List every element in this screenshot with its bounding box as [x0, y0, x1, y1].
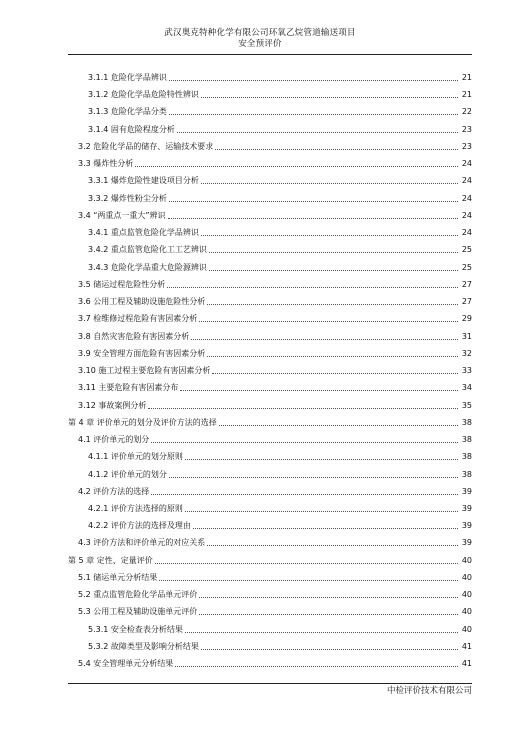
toc-entry-title: 3.11 主要危险有害因素分布	[78, 383, 179, 393]
toc-dot-leader	[169, 477, 458, 478]
toc-dot-leader	[175, 666, 458, 667]
toc-entry-title: 3.6 公用工程及辅助设施危险性分析	[78, 297, 206, 307]
toc-entry-title: 5.3.2 故障类型及影响分析结果	[88, 641, 199, 651]
toc-entry[interactable]	[88, 618, 472, 635]
toc-entry[interactable]	[78, 359, 472, 376]
toc-entry[interactable]	[88, 169, 472, 186]
toc-entry-page: 34	[461, 383, 472, 393]
toc-dot-leader	[169, 80, 458, 81]
toc-dot-leader	[209, 252, 458, 253]
toc-dot-leader	[180, 390, 458, 391]
toc-entry-page: 40	[461, 624, 472, 634]
toc-dot-leader	[207, 356, 458, 357]
toc-dot-leader	[193, 528, 458, 529]
toc-entry-page: 41	[461, 659, 472, 669]
toc-entry[interactable]	[88, 187, 472, 204]
toc-entry[interactable]	[78, 376, 472, 393]
toc-dot-leader	[177, 132, 458, 133]
header-subtitle: 安全预评价	[238, 39, 282, 49]
toc-entry[interactable]	[88, 221, 472, 238]
toc-dot-leader	[219, 425, 458, 426]
toc-entry-page: 40	[461, 555, 472, 565]
toc-dot-leader	[207, 545, 458, 546]
toc-entry[interactable]	[88, 514, 472, 531]
toc-entry-title: 3.3 爆炸性分析	[78, 159, 134, 169]
toc-entry[interactable]	[78, 531, 472, 548]
toc-entry-page: 38	[461, 469, 472, 479]
toc-entry[interactable]	[88, 238, 472, 255]
toc-entry-page: 40	[461, 590, 472, 600]
toc-dot-leader	[199, 321, 458, 322]
toc-entry-title: 3.3.2 爆炸性粉尘分析	[88, 193, 167, 203]
toc-entry-title: 第 4 章 评价单元的划分及评价方法的选择	[68, 417, 217, 427]
toc-entry[interactable]	[88, 463, 472, 480]
toc-entry[interactable]	[78, 325, 472, 342]
toc-entry-title: 3.12 事故案例分析	[78, 400, 147, 410]
toc-entry-title: 3.4.1 重点监管危险化学品辨识	[88, 228, 199, 238]
toc-entry[interactable]	[78, 600, 472, 617]
toc-dot-leader	[135, 166, 458, 167]
toc-entry-page: 25	[461, 262, 472, 272]
toc-entry[interactable]	[78, 583, 472, 600]
toc-dot-leader	[168, 218, 458, 219]
toc-entry-page: 39	[461, 521, 472, 531]
toc-dot-leader	[209, 270, 458, 271]
toc-entry[interactable]	[68, 411, 472, 428]
toc-entry-page: 21	[461, 90, 472, 100]
toc-dot-leader	[201, 183, 458, 184]
toc-dot-leader	[201, 235, 458, 236]
toc-entry[interactable]	[78, 290, 472, 307]
toc-entry-page: 24	[461, 176, 472, 186]
toc-entry-page: 21	[461, 73, 472, 82]
toc-entry-title: 3.4.3 危险化学品重大危险源辨识	[88, 262, 207, 272]
toc-entry[interactable]	[88, 497, 472, 514]
toc-dot-leader	[215, 149, 458, 150]
toc-entry-page: 23	[461, 124, 472, 134]
toc-dot-leader	[201, 649, 458, 650]
toc-entry-page: 35	[461, 400, 472, 410]
toc-entry-title: 3.1.4 固有危险程度分析	[88, 124, 175, 134]
page-header	[0, 28, 520, 50]
toc-entry-page: 39	[461, 504, 472, 513]
toc-dot-leader	[151, 494, 458, 495]
toc-entry-page: 40	[461, 572, 472, 582]
toc-entry-page: 39	[461, 538, 472, 548]
toc-dot-leader	[212, 373, 458, 374]
toc-entry[interactable]	[78, 273, 472, 290]
toc-entry-page: 31	[461, 331, 472, 341]
toc-entry-title: 5.3.1 安全检查表分析结果	[88, 624, 183, 634]
toc-dot-leader	[199, 614, 458, 615]
toc-entry-page: 27	[461, 297, 472, 307]
toc-entry[interactable]	[78, 307, 472, 324]
toc-dot-leader	[191, 339, 458, 340]
toc-entry[interactable]	[78, 428, 472, 445]
toc-entry-title: 3.1.3 危险化学品分类	[88, 107, 167, 117]
toc-entry-title: 第 5 章 定性、定量评价	[68, 555, 153, 565]
toc-entry-page: 27	[461, 279, 472, 289]
toc-dot-leader	[167, 287, 458, 288]
toc-entry[interactable]	[78, 152, 472, 169]
toc-dot-leader	[185, 511, 458, 512]
toc-entry[interactable]	[68, 549, 472, 566]
toc-entry-title: 3.5 储运过程危险性分析	[78, 279, 166, 289]
toc-dot-leader	[159, 580, 458, 581]
toc-entry-page: 33	[461, 366, 472, 376]
toc-entry-page: 24	[461, 193, 472, 203]
toc-dot-leader	[201, 97, 458, 98]
toc-entry-title: 4.3 评价方法和评价单元的对应关系	[78, 538, 206, 548]
toc-entry-title: 3.7 检维修过程危险有害因素分析	[78, 314, 198, 324]
toc-entry-page: 29	[461, 314, 472, 324]
toc-entry-title: 4.2.1 评价方法选择的原则	[88, 504, 183, 513]
toc-entry-page: 38	[461, 452, 472, 462]
toc-entry-title: 5.4 安全管理单元分析结果	[78, 659, 174, 669]
toc-entry[interactable]	[88, 635, 472, 652]
toc-dot-leader	[151, 442, 458, 443]
toc-entry-page: 38	[461, 435, 472, 445]
toc-entry-title: 5.3 公用工程及辅助设施单元评价	[78, 607, 198, 617]
footer-company: 中检评价技术有限公司	[386, 686, 472, 696]
toc-entry-page: 22	[461, 107, 472, 117]
toc-entry[interactable]	[88, 256, 472, 273]
toc-entry-page: 32	[461, 348, 472, 358]
toc-entry-title: 3.3.1 爆炸危险性建设项目分析	[88, 176, 199, 186]
toc-dot-leader	[185, 459, 458, 460]
toc-entry-title: 3.1.1 危险化学品辨识	[88, 73, 167, 82]
toc-dot-leader	[169, 201, 458, 202]
toc-dot-leader	[169, 114, 458, 115]
toc-entry[interactable]	[78, 204, 472, 221]
toc-entry-title: 3.4.2 重点监管危险化工工艺辨识	[88, 245, 207, 255]
toc-entry[interactable]	[88, 83, 472, 100]
toc-entry-page: 24	[461, 228, 472, 238]
toc-entry-page: 24	[461, 159, 472, 169]
toc-entry-title: 5.1 储运单元分析结果	[78, 572, 158, 582]
toc-entry[interactable]	[88, 445, 472, 462]
toc-entry[interactable]	[78, 566, 472, 583]
header-divider	[68, 54, 472, 55]
toc-entry-page: 39	[461, 486, 472, 496]
toc-entry-title: 3.1.2 危险化学品危险特性辨识	[88, 90, 199, 100]
toc-entry-title: 3.2 危险化学品的储存、运输技术要求	[78, 141, 214, 151]
toc-entry-title: 3.10 施工过程主要危险有害因素分析	[78, 366, 211, 376]
toc-entry-title: 3.8 自然灾害危险有害因素分析	[78, 331, 190, 341]
toc-entry-title: 5.2 重点监管危险化学品单元评价	[78, 590, 198, 600]
toc-dot-leader	[207, 304, 458, 305]
toc-dot-leader	[185, 632, 458, 633]
toc-dot-leader	[155, 563, 458, 564]
toc-entry-page: 23	[461, 141, 472, 151]
toc-dot-leader	[148, 408, 458, 409]
toc-entry-page: 40	[461, 607, 472, 617]
toc-entry-title: 4.2 评价方法的选择	[78, 486, 150, 496]
toc-entry[interactable]	[88, 118, 472, 135]
header-project-title: 武汉奥克特种化学有限公司环氧乙烷管道输送项目	[164, 28, 356, 38]
toc-entry-page: 41	[461, 641, 472, 651]
toc-entry[interactable]	[78, 394, 472, 411]
toc-entry-title: 3.4 “两重点一重大”辨识	[78, 210, 166, 220]
toc-entry-title: 4.2.2 评价方法的选择及理由	[88, 521, 191, 531]
toc-entry[interactable]	[78, 135, 472, 152]
toc-entry-page: 25	[461, 245, 472, 255]
toc-entry-title: 4.1 评价单元的划分	[78, 435, 150, 445]
toc-entry[interactable]	[78, 342, 472, 359]
toc-entry-page: 38	[461, 417, 472, 427]
toc-entry-page: 24	[461, 210, 472, 220]
toc-entry-title: 4.1.2 评价单元的划分	[88, 469, 167, 479]
toc-entry[interactable]	[78, 652, 472, 669]
toc-entry-title: 3.9 安全管理方面危险有害因素分析	[78, 348, 206, 358]
toc-entry[interactable]	[88, 66, 472, 83]
toc-entry[interactable]	[78, 480, 472, 497]
toc-entry-title: 4.1.1 评价单元的划分原则	[88, 452, 183, 462]
toc-dot-leader	[199, 597, 458, 598]
toc-entry[interactable]	[88, 100, 472, 117]
footer-divider	[68, 683, 472, 684]
